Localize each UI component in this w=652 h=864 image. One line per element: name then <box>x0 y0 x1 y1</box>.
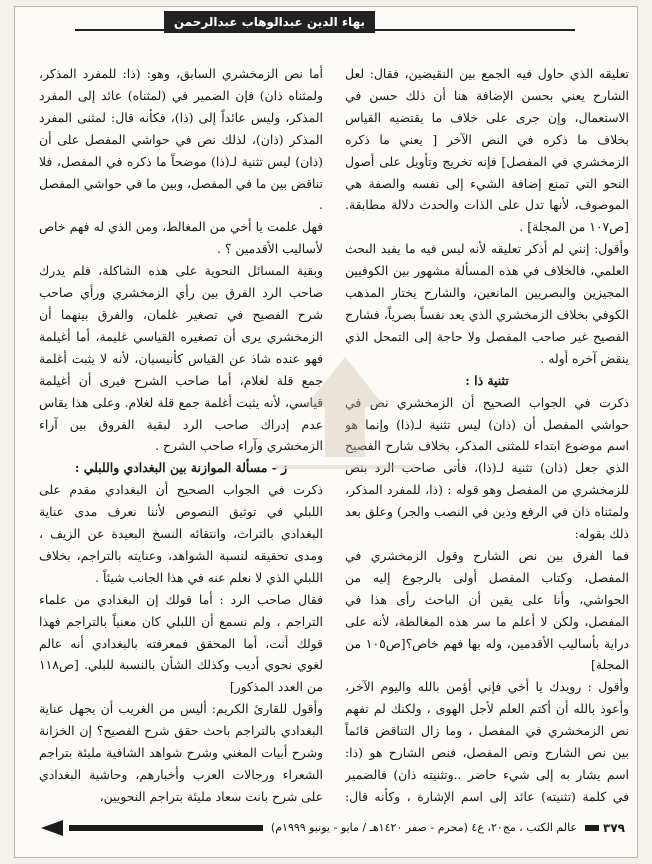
paragraph: وبقية المسائل النحوية على هذه الشاكلة، فلم يدرك صاحب الرد الفرق بين رأي الزمخشري ورأي صاحب شرح الفصيح في تصغير غلمان، والفرق بينهما أن الزمخشري يرى أن تصغيره القياسي غليمة، أما أغيلمة فهو عنده شاذ عن القياس كأنيسيان، لأنه لا يثبت أغلمة جمع قلة لغلام، أما صاحب الشرح فيرى أن أغيلمة قياسي، لأنه يثبت أغلمة جمع قلة لغلام. وعلى هذا يقاس عدم إدراك صاحب الرد لبقية الفروق بين آراء الزمخشري وآراء صاحب الشرح . <box>39 263 323 454</box>
running-header <box>75 11 575 37</box>
paragraph: أما نص الزمخشري السابق، وهو: (ذا: للمفرد المذكر، ولمثناه ذان) فإن الضمير في (لمثناه) عائد إلى المفرد المذكر، وليس عائداً إلى (ذا)، فكأنه قال: لمثنى المفرد المذكر (ذان)، لذلك نص في حواشي المفصل على أن (ذان) ليس تثنية لـ(ذا) موضحاً ما ذكره في المفصل، فلا تناقض بين ما في المفصل، وبين ما في حواشي المفصل . <box>39 66 323 213</box>
paragraph: وأقول: إنني لم أذكر تعليقه لأنه ليس فيه ما يفيد البحث العلمي، فالخلاف في هذه المسألة مشهور بين الكوفيين المجيزين والبصريين المانعين، والشارح يختار المذهب الكوفي بخلاف الزمخشري الذي يعد نفساً بصرياً، فشارح الفصيح غير صاحب المفصل ولا حاجة إلى التمحل الذي ينقض آخره أوله . <box>345 241 629 366</box>
paragraph: فقال صاحب الرد : أما قولك إن البغدادي من علماء التراجم ، ولم نسمع أن اللبلي كان معنياً بالتراجم فهذا قولك أنت، أما المحقق فمعرفته بالبغدادي أنه عالم لغوي نحوي أديب وكذلك الشأن بالنسبة للبلي. [ص١١٨ من العدد المذكور] <box>39 591 323 695</box>
paragraph: ذكرت في الجواب الصحيح أن الزمخشري نص في حواشي المفصل أن (ذان) ليس تثنية لـ(ذا) وإنما هو اسم موضوع ابتداء للمثنى المذكر، بخلاف شارح الفصيح الذي جعل (ذان) تثنية لـ(ذا)، فأتى صاحب الرد بنص للزمخشري من المفصل وهو قوله : (ذا، للمفرد المذكر، ولمثناه ذان في الرفع وذين في النصب والجر) وعلق بعد ذلك بقوله: <box>345 394 629 542</box>
journal-info: عالم الكتب ، مج٢٠، ع٤ (محرم - صفر ١٤٢٠هـ / مايو - يونيو ١٩٩٩م) <box>263 817 585 839</box>
section-heading: ز - مسألة الموازنة بين البغدادي واللبلي : <box>74 460 288 476</box>
paragraph: تعليقه الذي حاول فيه الجمع بين النقيضين، فقال: لعل الشارح يعني بحسن الإضافة هنا أن ذلك حسن في الاستعمال، وإن جرى على خلاف ما يقتضيه القياس بخلاف ما ذكره في النص الآخر [ يعني ما ذكره الزمخشري في المفصل] فإنه تخريج وتأويل على أصول النحو التي تمنع إضافة الشيء إلى نفسه والصفة هي الموصوف، لأنها تدل على الذات والحدث دلالة مطابقة. [ص١٠٧ من المجلة] . <box>345 66 629 235</box>
paragraph: فهل علمت يا أخي من المغالط، ومن الذي له فهم خاص لأساليب الأقدمين ؟ . <box>39 219 323 257</box>
paragraph: ذكرت في الجواب الصحيح أن البغدادي مقدم على اللبلي في توثيق النصوص لأننا نعرف مدى عناية البغدادي بالتراث، وانتقائه النسخ البعيدة عن الزيف ، ومدى تحقيقه لنسبة الشواهد، وعنايته بالتراجم، بخلاف اللبلي الذي لا نعلم عنه في هذا الجانب شيئاً . <box>39 482 323 585</box>
right-column <box>345 63 629 807</box>
left-column <box>39 63 323 807</box>
page-number: ٣٧٩ <box>599 819 629 837</box>
paragraph: وأقول : رويدك يا أخي فإني أؤمن بالله واليوم الآخر، وأعوذ بالله أن أكتم العلم لأجل الهوى ، ولكنك لم تفهم نص الزمخشري في المفصل ، وما زال التناقض قائماً بين نص الشارح ونص المفصل، فنص الشارح هو (ذا: اسم يشار به إلى شيء حاضر ..وتثنيته ذان) فالضمير في كلمة (تثنيته) عائد إلى اسم الإشارة ، وكأنه قال: <box>345 679 629 804</box>
paragraph: وأقول للقارئ الكريم: أليس من الغريب أن يجهل عناية البغدادي بالتراجم باحث حقق شرح الفصيح؟ إن الخزانة وشرح أبيات المغني وشرح شواهد الشافية مليئة بتراجم الشعراء ورجالات العرب وأخبارهم، وحاشية البغدادي على شرح بانت سعاد مليئة بتراجم النحويين، <box>39 701 323 804</box>
page-footer <box>29 817 625 839</box>
document-page <box>14 6 638 858</box>
running-title: بهاء الدين عبدالوهاب عبدالرحمن <box>164 11 375 33</box>
footer-arrow-icon <box>41 820 63 836</box>
section-heading: تثنية ذا : <box>465 372 509 388</box>
paragraph: فما الفرق بين نص الشارح وقول الزمخشري في المفصل، وكتاب المفصل أولى بالرجوع إليه من الحواشي، وأنا على يقين أن الباحث رأى هذا في المفصل، ولكن لا أعلم ما سر هذه المغالطة، لأنه على دراية بأساليب الأقدمين، وله بها فهم خاص؟[ص١٠٥ من المجلة] <box>345 547 629 673</box>
